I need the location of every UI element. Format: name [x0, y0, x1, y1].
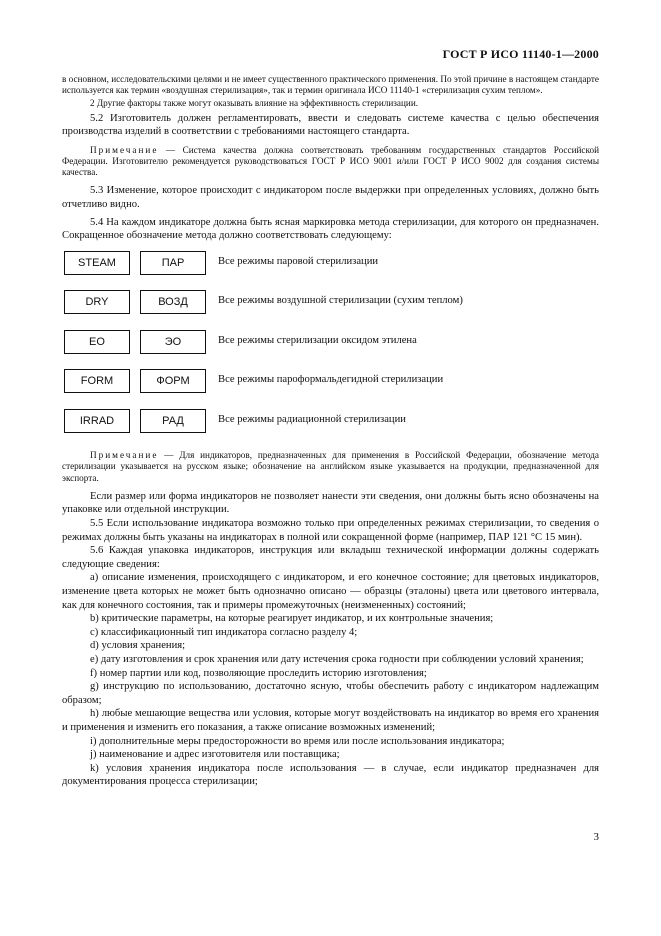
list-item-k: k) условия хранения индикатора после использования — в случае, если индикатор предназначен для документирования процесса стерилизации;: [62, 762, 599, 788]
list-item-b: b) критические параметры, на которые реагирует индикатор, и их контрольные значения;: [90, 613, 494, 625]
note-text: — Система качества должна соответствовать требованиям государственных стандартов Российской Федерации. Изготовителю рекомендуется руководствоваться ГОСТ Р ИСО 9001 и/или ГОСТ Р ИСО 9002 для создания системы качества.: [62, 144, 599, 178]
note-quality-system: [62, 145, 599, 179]
method-row: [62, 330, 599, 370]
method-code-en: DRY: [64, 290, 130, 314]
method-row: [62, 251, 599, 291]
method-description: Все режимы радиационной стерилизации: [218, 413, 406, 425]
paragraph-5-2: 5.2 Изготовитель должен регламентировать, ввести и следовать системе качества с целью обеспечения производства изделий в соответствии с требованиями настоящего стандарта.: [62, 112, 599, 138]
method-row: [62, 369, 599, 409]
method-code-en: FORM: [64, 369, 130, 393]
list-item-d: d) условия хранения;: [90, 640, 186, 652]
method-description: Все режимы стерилизации оксидом этилена: [218, 334, 417, 346]
document-code-header: ГОСТ Р ИСО 11140-1—2000: [442, 47, 599, 61]
paragraph-continuation: в основном, исследовательскими целями и не имеет существенного практического применения. По этой причине в настоящем стандарте используется как термин «воздушная стерилизация», так и термин оригинала ИСО 11140-1 «стерилизация сухим теплом».: [62, 74, 599, 96]
method-code-ru: ПАР: [140, 251, 206, 275]
list-item-a: a) описание изменения, происходящего с индикатором, и его конечное состояние; для цветовых индикаторов, изменение цвета которых не может быть однозначно описано — образцы (эталоны) цвета или цветового интервала, как для конечного состояния, так и примеры промежуточных (неизмененных) состояний;: [62, 572, 599, 611]
page-body: [62, 74, 599, 789]
paragraph-5-6: 5.6 Каждая упаковка индикаторов, инструкция или вкладыш технической информации должны содержать следующие сведения:: [62, 545, 599, 570]
list-item-g: g) инструкцию по использованию, достаточно ясную, чтобы обеспечить работу с индикатором надлежащим образом;: [62, 681, 599, 706]
paragraph-5-4: 5.4 На каждом индикаторе должна быть ясная маркировка метода стерилизации, для которого он предназначен. Сокращенное обозначение метода должно соответствовать следующему:: [62, 216, 599, 242]
method-code-en: STEAM: [64, 251, 130, 275]
note-language: [62, 450, 599, 484]
sterilization-method-table: [62, 251, 599, 449]
list-item-i: i) дополнительные меры предосторожности во время или после использования индикатора;: [90, 735, 505, 747]
method-code-ru: ВОЗД: [140, 290, 206, 314]
list-item-f: f) номер партии или код, позволяющие проследить историю изготовления;: [90, 667, 427, 679]
note-label: Примечание: [90, 450, 159, 461]
method-description: Все режимы паровой стерилизации: [218, 255, 379, 267]
paragraph-note-other-factors: 2 Другие факторы также могут оказывать влияние на эффективность стерилизации.: [90, 98, 419, 109]
method-code-en: EO: [64, 330, 130, 354]
list-item-h: h) любые мешающие вещества или условия, которые могут воздействовать на индикатор во время его хранения и применения и изменить его показания, а также описание возможных изменений;: [62, 708, 599, 733]
list-item-c: c) классификационный тип индикатора согласно разделу 4;: [90, 626, 358, 638]
method-row: [62, 409, 599, 449]
method-description: Все режимы пароформальдегидной стерилизации: [218, 374, 444, 386]
paragraph-size-form: Если размер или форма индикаторов не позволяет нанести эти сведения, они должны быть ясно обозначены на упаковке или отдельной инструкции.: [62, 490, 599, 516]
list-item-j: j) наименование и адрес изготовителя или поставщика;: [90, 749, 340, 761]
note-label: Примечание: [90, 144, 159, 155]
method-description: Все режимы воздушной стерилизации (сухим теплом): [218, 295, 463, 307]
note-text: — Для индикаторов, предназначенных для применения в Российской Федерации, обозначение метода стерилизации указывается на русском языке; обозначение на английском языке указывается на продукции, предназначенной для экспорта.: [62, 450, 599, 483]
paragraph-5-5: 5.5 Если использование индикатора возможно только при определенных режимах стерилизации, то сведения о режимах должны быть указаны на индикаторах в полной или сокращенной форме (например, ПАР 121 °С 15 мин).: [62, 518, 599, 543]
paragraph-5-3: 5.3 Изменение, которое происходит с индикатором после выдержки при определенных условиях, должно быть отчетливо видно.: [62, 185, 599, 210]
method-code-en: IRRAD: [64, 409, 130, 433]
page-number: 3: [593, 831, 599, 843]
method-code-ru: ЭО: [140, 330, 206, 354]
method-row: [62, 290, 599, 330]
method-code-ru: РАД: [140, 409, 206, 433]
method-code-ru: ФОРМ: [140, 369, 206, 393]
list-item-e: e) дату изготовления и срок хранения или дату истечения срока годности при соблюдении условий хранения;: [90, 654, 584, 666]
